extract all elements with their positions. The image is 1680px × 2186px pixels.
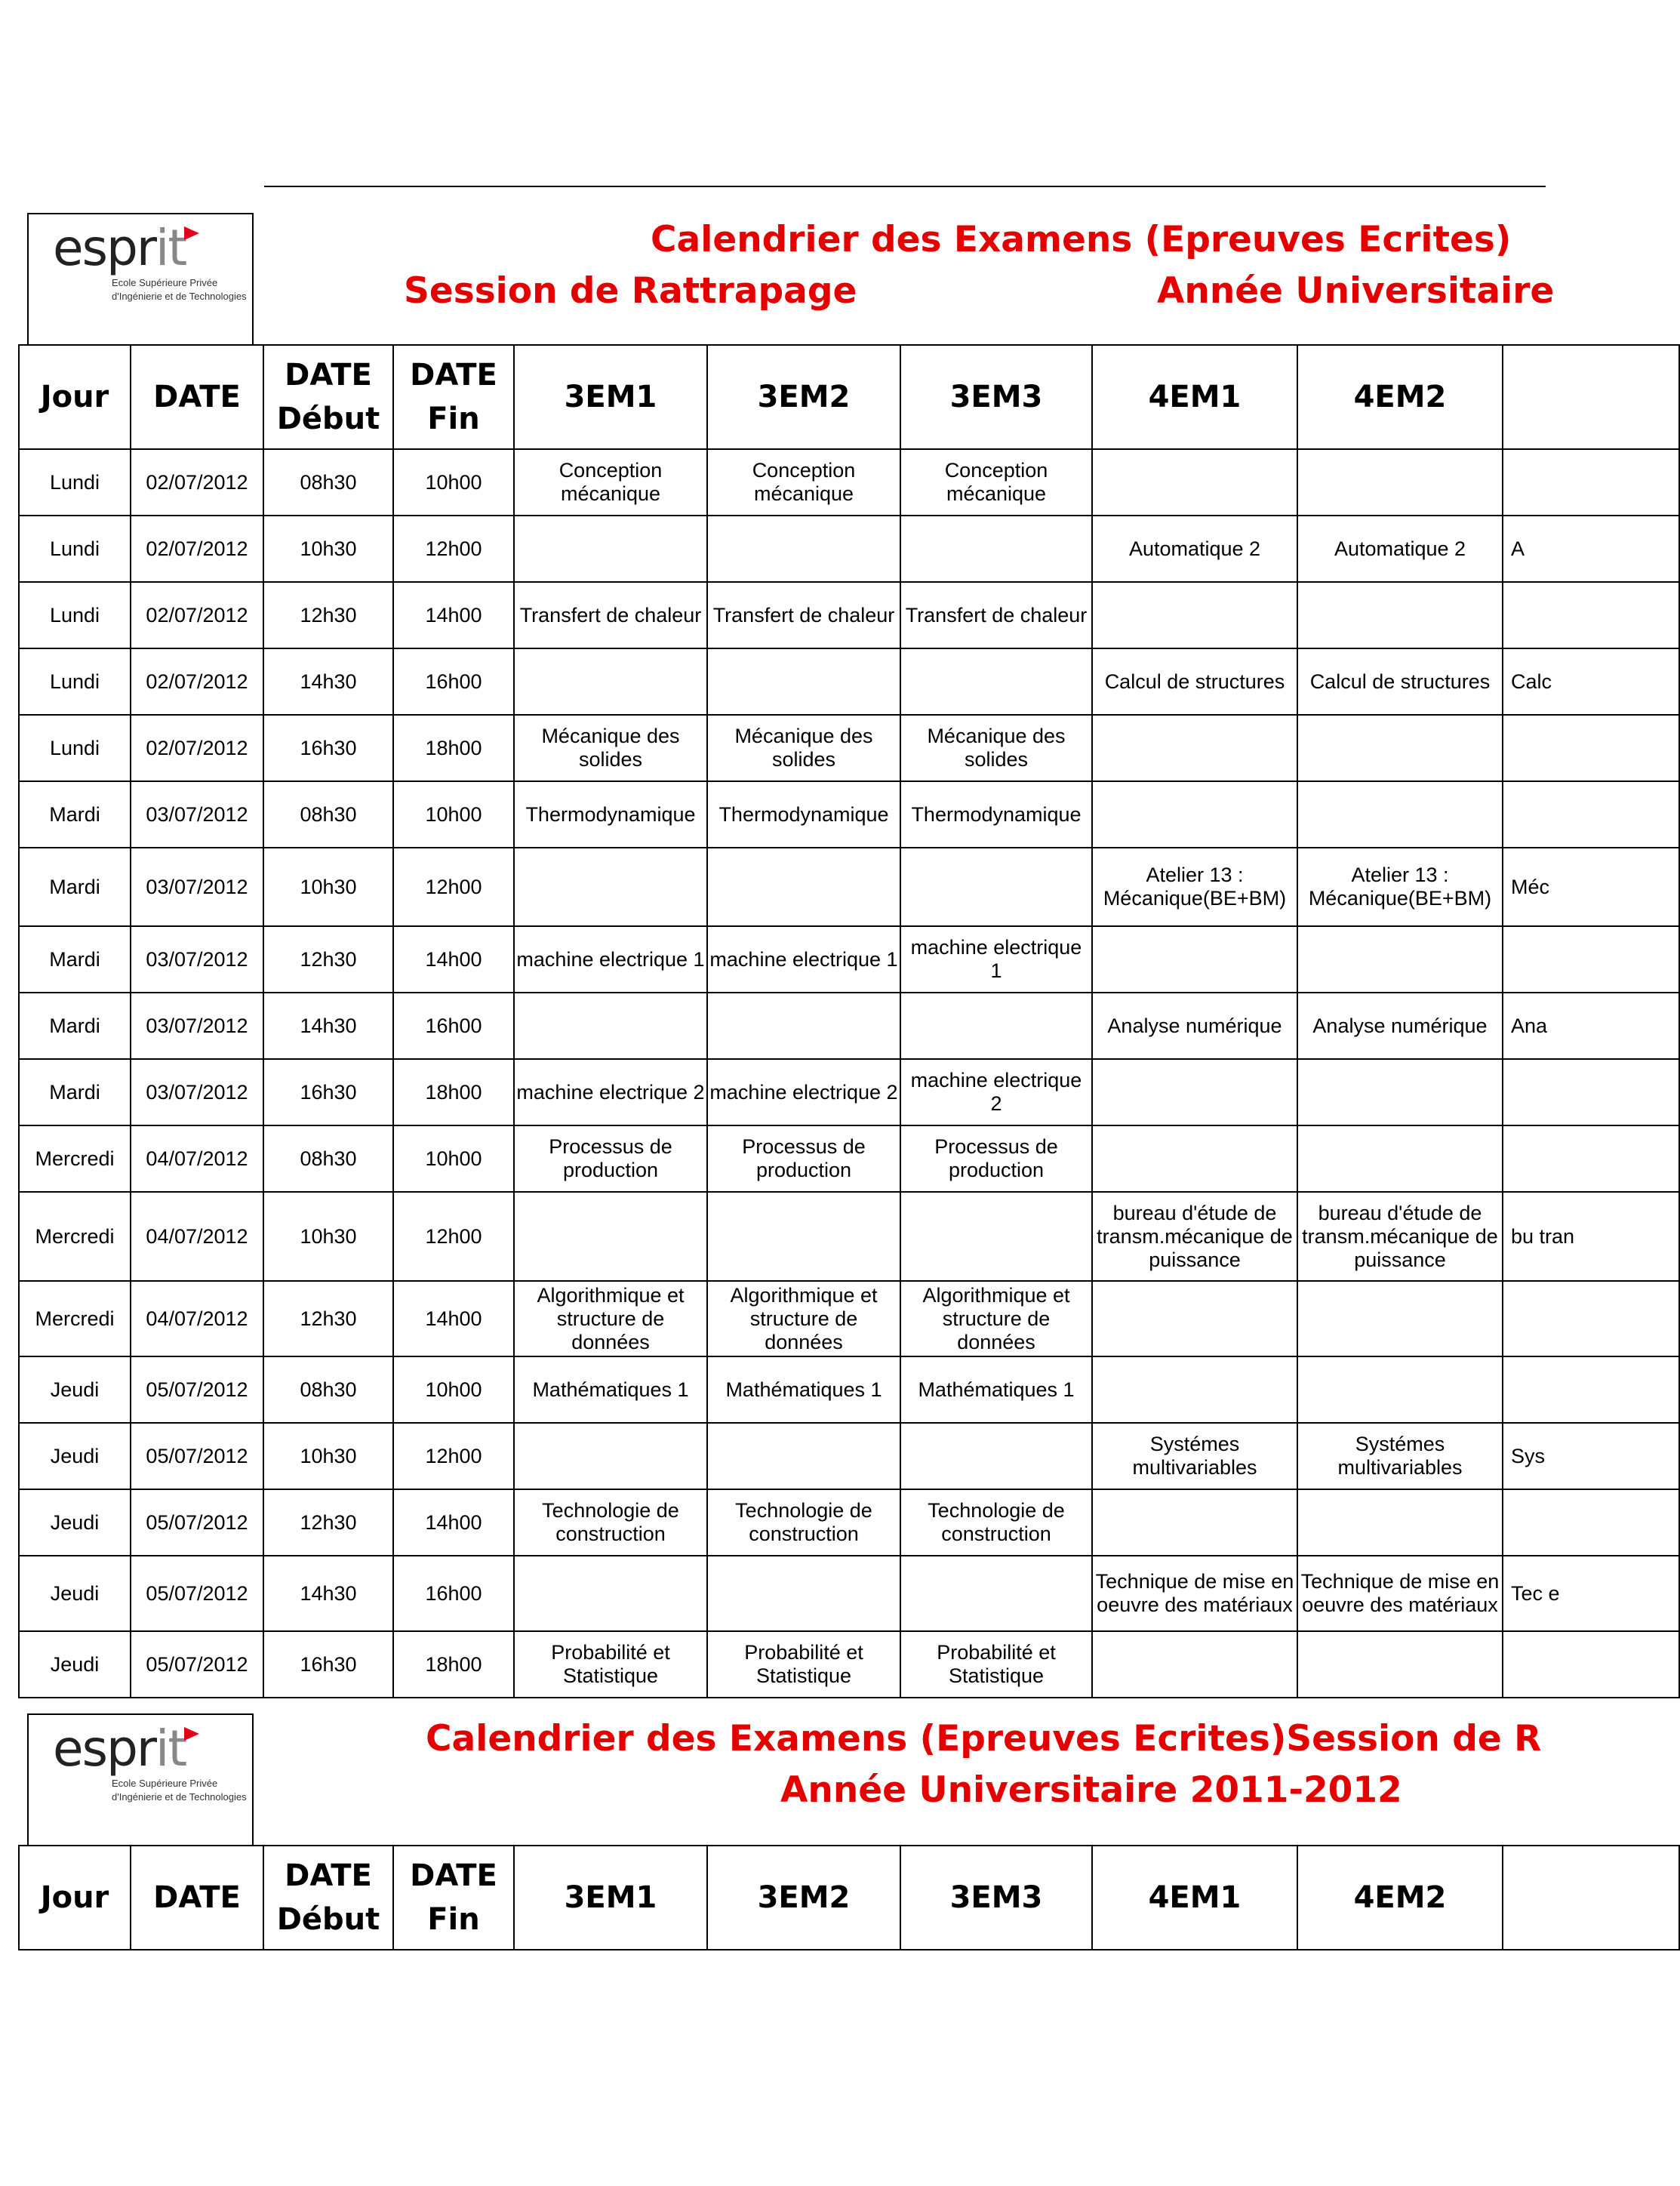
logo-subtitle: Ecole Supérieure Privée d'Ingénierie et de Technologies xyxy=(112,277,247,302)
cell-debut: 16h30 xyxy=(263,1631,393,1698)
cell-jour: Mercredi xyxy=(19,1192,131,1281)
cell-4em2 xyxy=(1297,449,1503,516)
cell-jour: Lundi xyxy=(19,715,131,781)
esprit-logo xyxy=(27,213,254,346)
cell-fin: 18h00 xyxy=(393,1631,514,1698)
logo-wordmark-2: esprit xyxy=(53,1720,186,1778)
table-row xyxy=(19,516,1679,582)
cell-cut: Sys xyxy=(1503,1423,1679,1489)
cell-3em1 xyxy=(514,648,707,715)
cell-jour: Jeudi xyxy=(19,1631,131,1698)
cell-cut: Tec e xyxy=(1503,1556,1679,1631)
cell-debut: 10h30 xyxy=(263,1192,393,1281)
table-row xyxy=(19,648,1679,715)
cell-debut: 08h30 xyxy=(263,781,393,848)
table-row xyxy=(19,781,1679,848)
cell-4em2 xyxy=(1297,1125,1503,1192)
col-header-3em3-2: 3EM3 xyxy=(900,1846,1092,1950)
cell-3em1 xyxy=(514,1556,707,1631)
cell-jour: Mercredi xyxy=(19,1281,131,1356)
table-row xyxy=(19,715,1679,781)
cell-4em2 xyxy=(1297,926,1503,993)
cell-jour: Jeudi xyxy=(19,1356,131,1423)
logo-flag-icon-2 xyxy=(184,1727,199,1741)
cell-4em1 xyxy=(1092,1281,1297,1356)
cell-3em2 xyxy=(707,848,900,926)
cell-3em1: Mathématiques 1 xyxy=(514,1356,707,1423)
cell-jour: Mardi xyxy=(19,926,131,993)
col-header-3em2-2: 3EM2 xyxy=(707,1846,900,1950)
cell-jour: Lundi xyxy=(19,516,131,582)
cell-3em3: Algorithmique et structure de données xyxy=(900,1281,1092,1356)
cell-cut xyxy=(1503,1631,1679,1698)
cell-jour: Jeudi xyxy=(19,1556,131,1631)
cell-cut xyxy=(1503,582,1679,648)
col-header-jour: Jour xyxy=(19,345,131,449)
table-row xyxy=(19,449,1679,516)
cell-3em2 xyxy=(707,1192,900,1281)
cell-3em1 xyxy=(514,848,707,926)
cell-date: 02/07/2012 xyxy=(131,648,263,715)
cell-3em1: Algorithmique et structure de données xyxy=(514,1281,707,1356)
cell-fin: 14h00 xyxy=(393,926,514,993)
cell-3em2: Conception mécanique xyxy=(707,449,900,516)
cell-cut xyxy=(1503,1125,1679,1192)
esprit-logo-2 xyxy=(27,1713,254,1846)
cell-date: 03/07/2012 xyxy=(131,848,263,926)
cell-jour: Lundi xyxy=(19,582,131,648)
cell-cut: A xyxy=(1503,516,1679,582)
cell-3em1 xyxy=(514,993,707,1059)
cell-3em3 xyxy=(900,993,1092,1059)
cell-jour: Jeudi xyxy=(19,1423,131,1489)
cell-3em3: Mécanique des solides xyxy=(900,715,1092,781)
cell-fin: 10h00 xyxy=(393,781,514,848)
table-row xyxy=(19,848,1679,926)
col-header-date: DATE xyxy=(131,345,263,449)
cell-cut xyxy=(1503,1489,1679,1556)
cell-4em1 xyxy=(1092,1356,1297,1423)
table-header-row-2 xyxy=(19,1846,1679,1950)
session-title: Session de Rattrapage xyxy=(404,270,857,312)
cell-debut: 10h30 xyxy=(263,516,393,582)
academic-year-title: Année Universitaire xyxy=(1157,270,1555,312)
cell-3em1: machine electrique 2 xyxy=(514,1059,707,1125)
col-header-3em1-2: 3EM1 xyxy=(514,1846,707,1950)
academic-year-title-2: Année Universitaire 2011-2012 xyxy=(780,1769,1402,1811)
cell-3em3 xyxy=(900,1423,1092,1489)
exam-schedule-table-2 xyxy=(18,1845,1680,1950)
cell-3em3 xyxy=(900,1192,1092,1281)
cell-4em2 xyxy=(1297,1281,1503,1356)
cell-date: 05/07/2012 xyxy=(131,1356,263,1423)
cell-3em1 xyxy=(514,516,707,582)
col-header-jour-2: Jour xyxy=(19,1846,131,1950)
cell-debut: 16h30 xyxy=(263,715,393,781)
cell-fin: 10h00 xyxy=(393,1125,514,1192)
cell-jour: Jeudi xyxy=(19,1489,131,1556)
cell-3em3: Probabilité et Statistique xyxy=(900,1631,1092,1698)
cell-fin: 14h00 xyxy=(393,1281,514,1356)
cell-3em1: Conception mécanique xyxy=(514,449,707,516)
cell-4em1: Systémes multivariables xyxy=(1092,1423,1297,1489)
table-row xyxy=(19,1059,1679,1125)
cell-4em2 xyxy=(1297,1489,1503,1556)
col-header-3em1: 3EM1 xyxy=(514,345,707,449)
cell-cut: bu tran xyxy=(1503,1192,1679,1281)
cell-date: 05/07/2012 xyxy=(131,1489,263,1556)
table-row xyxy=(19,1631,1679,1698)
cell-4em2: Systémes multivariables xyxy=(1297,1423,1503,1489)
cell-3em2: Mécanique des solides xyxy=(707,715,900,781)
cell-3em3: Thermodynamique xyxy=(900,781,1092,848)
cell-3em2: Thermodynamique xyxy=(707,781,900,848)
cell-3em3 xyxy=(900,648,1092,715)
cell-jour: Mardi xyxy=(19,848,131,926)
cell-date: 04/07/2012 xyxy=(131,1125,263,1192)
cell-date: 03/07/2012 xyxy=(131,926,263,993)
cell-date: 04/07/2012 xyxy=(131,1281,263,1356)
cell-4em1 xyxy=(1092,1059,1297,1125)
col-header-date-debut: DATE Début xyxy=(263,345,393,449)
cell-jour: Mardi xyxy=(19,993,131,1059)
cell-3em3: Technologie de construction xyxy=(900,1489,1092,1556)
cell-date: 03/07/2012 xyxy=(131,1059,263,1125)
cell-4em2 xyxy=(1297,1631,1503,1698)
col-header-4em2-2: 4EM2 xyxy=(1297,1846,1503,1950)
cell-4em2 xyxy=(1297,582,1503,648)
cell-fin: 18h00 xyxy=(393,1059,514,1125)
table-row xyxy=(19,1125,1679,1192)
cell-fin: 16h00 xyxy=(393,1556,514,1631)
logo-subtitle-2: Ecole Supérieure Privée d'Ingénierie et de Technologies xyxy=(112,1778,247,1803)
cell-3em1 xyxy=(514,1423,707,1489)
cell-3em3: Mathématiques 1 xyxy=(900,1356,1092,1423)
cell-debut: 14h30 xyxy=(263,648,393,715)
cell-4em1 xyxy=(1092,1631,1297,1698)
cell-date: 05/07/2012 xyxy=(131,1556,263,1631)
cell-cut: Calc xyxy=(1503,648,1679,715)
cell-3em2: Mathématiques 1 xyxy=(707,1356,900,1423)
cell-3em2: Algorithmique et structure de données xyxy=(707,1281,900,1356)
cell-4em1: bureau d'étude de transm.mécanique de puissance xyxy=(1092,1192,1297,1281)
col-header-4em1: 4EM1 xyxy=(1092,345,1297,449)
col-header-cut-2 xyxy=(1503,1846,1679,1950)
cell-3em2: Processus de production xyxy=(707,1125,900,1192)
cell-4em2: Automatique 2 xyxy=(1297,516,1503,582)
cell-3em2 xyxy=(707,1556,900,1631)
table-row xyxy=(19,1423,1679,1489)
cell-jour: Mardi xyxy=(19,781,131,848)
cell-3em1: Technologie de construction xyxy=(514,1489,707,1556)
cell-fin: 14h00 xyxy=(393,582,514,648)
cell-fin: 16h00 xyxy=(393,648,514,715)
cell-4em1 xyxy=(1092,926,1297,993)
cell-4em1 xyxy=(1092,781,1297,848)
table-row xyxy=(19,1281,1679,1356)
cell-debut: 12h30 xyxy=(263,1281,393,1356)
cell-jour: Mercredi xyxy=(19,1125,131,1192)
cell-fin: 16h00 xyxy=(393,993,514,1059)
col-header-4em1-2: 4EM1 xyxy=(1092,1846,1297,1950)
cell-3em1 xyxy=(514,1192,707,1281)
table-row xyxy=(19,926,1679,993)
cell-3em2 xyxy=(707,648,900,715)
table-header-row xyxy=(19,345,1679,449)
cell-cut xyxy=(1503,926,1679,993)
cell-debut: 14h30 xyxy=(263,1556,393,1631)
logo-wordmark: esprit xyxy=(53,219,186,277)
table-row xyxy=(19,1192,1679,1281)
col-header-date-fin: DATE Fin xyxy=(393,345,514,449)
cell-3em2 xyxy=(707,993,900,1059)
cell-4em2 xyxy=(1297,781,1503,848)
cell-fin: 14h00 xyxy=(393,1489,514,1556)
col-header-date-fin-2: DATE Fin xyxy=(393,1846,514,1950)
cell-fin: 12h00 xyxy=(393,1192,514,1281)
cell-fin: 10h00 xyxy=(393,1356,514,1423)
col-header-date-2: DATE xyxy=(131,1846,263,1950)
cell-cut xyxy=(1503,781,1679,848)
header-rule xyxy=(264,186,1546,187)
cell-4em1 xyxy=(1092,1489,1297,1556)
cell-4em2 xyxy=(1297,715,1503,781)
cell-3em3 xyxy=(900,516,1092,582)
cell-debut: 14h30 xyxy=(263,993,393,1059)
cell-4em1: Calcul de structures xyxy=(1092,648,1297,715)
cell-4em1: Automatique 2 xyxy=(1092,516,1297,582)
cell-3em2 xyxy=(707,1423,900,1489)
cell-3em1: Probabilité et Statistique xyxy=(514,1631,707,1698)
cell-3em2: Probabilité et Statistique xyxy=(707,1631,900,1698)
cell-date: 02/07/2012 xyxy=(131,715,263,781)
cell-date: 02/07/2012 xyxy=(131,516,263,582)
cell-3em3 xyxy=(900,1556,1092,1631)
cell-cut xyxy=(1503,1281,1679,1356)
cell-cut xyxy=(1503,449,1679,516)
cell-4em1 xyxy=(1092,1125,1297,1192)
cell-date: 02/07/2012 xyxy=(131,582,263,648)
cell-debut: 10h30 xyxy=(263,1423,393,1489)
cell-cut xyxy=(1503,1059,1679,1125)
cell-debut: 08h30 xyxy=(263,449,393,516)
cell-4em2: Analyse numérique xyxy=(1297,993,1503,1059)
table-row xyxy=(19,1489,1679,1556)
cell-3em2: machine electrique 1 xyxy=(707,926,900,993)
table-row xyxy=(19,1556,1679,1631)
cell-fin: 18h00 xyxy=(393,715,514,781)
cell-debut: 10h30 xyxy=(263,848,393,926)
cell-date: 03/07/2012 xyxy=(131,781,263,848)
cell-3em1: machine electrique 1 xyxy=(514,926,707,993)
cell-4em2 xyxy=(1297,1356,1503,1423)
cell-4em2: bureau d'étude de transm.mécanique de puissance xyxy=(1297,1192,1503,1281)
cell-debut: 12h30 xyxy=(263,582,393,648)
page-title-2: Calendrier des Examens (Epreuves Ecrites)Session de R xyxy=(426,1718,1542,1760)
cell-4em1 xyxy=(1092,715,1297,781)
exam-schedule-table xyxy=(18,344,1680,1698)
cell-3em3: machine electrique 1 xyxy=(900,926,1092,993)
cell-cut xyxy=(1503,1356,1679,1423)
cell-cut xyxy=(1503,715,1679,781)
cell-4em2: Calcul de structures xyxy=(1297,648,1503,715)
cell-jour: Lundi xyxy=(19,449,131,516)
cell-date: 03/07/2012 xyxy=(131,993,263,1059)
cell-fin: 12h00 xyxy=(393,848,514,926)
cell-fin: 12h00 xyxy=(393,1423,514,1489)
cell-date: 05/07/2012 xyxy=(131,1631,263,1698)
cell-3em1: Mécanique des solides xyxy=(514,715,707,781)
cell-4em1: Atelier 13 : Mécanique(BE+BM) xyxy=(1092,848,1297,926)
cell-4em1: Analyse numérique xyxy=(1092,993,1297,1059)
cell-debut: 08h30 xyxy=(263,1356,393,1423)
cell-debut: 12h30 xyxy=(263,926,393,993)
cell-fin: 12h00 xyxy=(393,516,514,582)
col-header-4em2: 4EM2 xyxy=(1297,345,1503,449)
col-header-3em3: 3EM3 xyxy=(900,345,1092,449)
cell-jour: Mardi xyxy=(19,1059,131,1125)
cell-jour: Lundi xyxy=(19,648,131,715)
cell-3em2: Technologie de construction xyxy=(707,1489,900,1556)
cell-3em1: Transfert de chaleur xyxy=(514,582,707,648)
cell-cut: Méc xyxy=(1503,848,1679,926)
cell-4em1: Technique de mise en oeuvre des matériaux xyxy=(1092,1556,1297,1631)
cell-3em3 xyxy=(900,848,1092,926)
cell-3em3: Processus de production xyxy=(900,1125,1092,1192)
cell-4em2 xyxy=(1297,1059,1503,1125)
table-row xyxy=(19,993,1679,1059)
cell-date: 05/07/2012 xyxy=(131,1423,263,1489)
cell-4em2: Technique de mise en oeuvre des matériaux xyxy=(1297,1556,1503,1631)
col-header-date-debut-2: DATE Début xyxy=(263,1846,393,1950)
cell-debut: 16h30 xyxy=(263,1059,393,1125)
logo-flag-icon xyxy=(184,226,199,240)
cell-4em1 xyxy=(1092,449,1297,516)
table-row xyxy=(19,1356,1679,1423)
cell-debut: 12h30 xyxy=(263,1489,393,1556)
page-title: Calendrier des Examens (Epreuves Ecrites) xyxy=(651,219,1512,260)
cell-date: 02/07/2012 xyxy=(131,449,263,516)
cell-3em2: Transfert de chaleur xyxy=(707,582,900,648)
col-header-cut xyxy=(1503,345,1679,449)
cell-3em2 xyxy=(707,516,900,582)
cell-3em1: Thermodynamique xyxy=(514,781,707,848)
cell-3em2: machine electrique 2 xyxy=(707,1059,900,1125)
table-row xyxy=(19,582,1679,648)
table-body xyxy=(19,449,1679,1698)
cell-4em1 xyxy=(1092,582,1297,648)
cell-4em2: Atelier 13 : Mécanique(BE+BM) xyxy=(1297,848,1503,926)
cell-fin: 10h00 xyxy=(393,449,514,516)
col-header-3em2: 3EM2 xyxy=(707,345,900,449)
cell-3em1: Processus de production xyxy=(514,1125,707,1192)
cell-3em3: machine electrique 2 xyxy=(900,1059,1092,1125)
cell-date: 04/07/2012 xyxy=(131,1192,263,1281)
cell-3em3: Conception mécanique xyxy=(900,449,1092,516)
cell-3em3: Transfert de chaleur xyxy=(900,582,1092,648)
cell-cut: Ana xyxy=(1503,993,1679,1059)
cell-debut: 08h30 xyxy=(263,1125,393,1192)
